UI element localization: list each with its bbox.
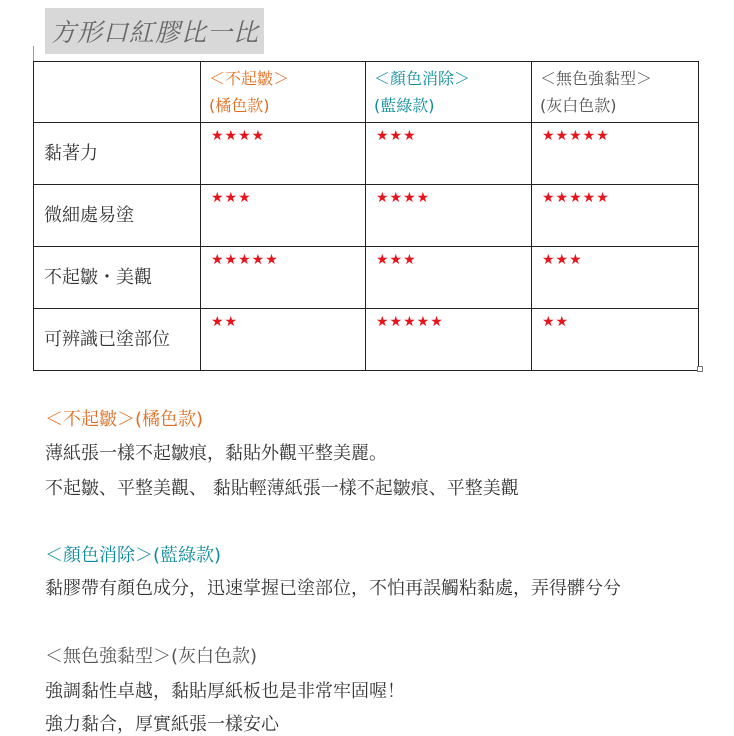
star-rating: ★★★★★ [542,128,610,144]
header-cell-orange [201,62,366,123]
table-row [34,123,699,185]
rating-cell [201,123,366,185]
rating-cell [201,247,366,309]
row-label-cell [34,309,201,371]
star-rating: ★★★ [376,252,417,268]
header-empty-cell [34,62,201,123]
star-rating: ★★★★★ [376,314,444,330]
rating-cell [366,123,532,185]
star-rating: ★★★ [542,252,583,268]
text-cursor [33,46,34,62]
header-product-color: (灰白色款) [540,96,617,115]
table-header-row [34,62,699,123]
row-label: 黏著力 [44,143,98,164]
row-label: 不起皺・美觀 [44,267,152,288]
rating-cell [201,309,366,371]
section-text-line: 強力黏合，厚實紙張一樣安心 [45,714,279,735]
section-heading-orange: ＜不起皺＞(橘色款) [45,409,204,430]
rating-cell [201,185,366,247]
row-label: 微細處易塗 [44,205,134,226]
section-text-line: 不起皺、平整美觀、 黏貼輕薄紙張一樣不起皺痕、平整美觀 [45,478,519,499]
header-product-name: ＜不起皺＞ [209,69,290,88]
star-rating: ★★★★ [376,190,431,206]
star-rating: ★★★★ [211,128,266,144]
star-rating: ★★★★★ [542,190,610,206]
header-product-color: (橘色款) [209,96,270,115]
rating-cell [532,185,699,247]
star-rating: ★★★ [376,128,417,144]
star-rating: ★★ [542,314,570,330]
section-text-line: 黏膠帶有顏色成分，迅速掌握已塗部位，不怕再誤觸粘黏處，弄得髒兮兮 [45,578,621,599]
header-product-name: ＜無色強黏型＞ [540,69,653,88]
row-label-cell [34,185,201,247]
star-rating: ★★★★★ [211,252,279,268]
row-label-cell [34,247,201,309]
rating-cell [366,247,532,309]
table-row [34,247,699,309]
comparison-table [33,61,699,371]
rating-cell [532,247,699,309]
row-label-cell [34,123,201,185]
table-row [34,309,699,371]
table-row [34,185,699,247]
star-rating: ★★ [211,314,239,330]
header-cell-gray [532,62,699,123]
section-text-line: 薄紙張一樣不起皺痕，黏貼外觀平整美麗。 [45,443,387,464]
rating-cell [366,309,532,371]
section-heading-teal: ＜顏色消除＞(藍綠款) [45,545,222,566]
header-cell-teal [366,62,532,123]
section-heading-gray: ＜無色強黏型＞(灰白色款) [45,646,258,667]
rating-cell [366,185,532,247]
header-product-name: ＜顏色消除＞ [374,69,471,88]
header-product-color: (藍綠款) [374,96,435,115]
rating-cell [532,123,699,185]
row-label: 可辨識已塗部位 [44,329,170,350]
rating-cell [532,309,699,371]
table-resize-handle[interactable] [697,366,703,372]
section-text-line: 強調黏性卓越，黏貼厚紙板也是非常牢固喔！ [45,681,405,702]
star-rating: ★★★ [211,190,252,206]
page-title: 方形口紅膠比一比 [45,8,264,54]
